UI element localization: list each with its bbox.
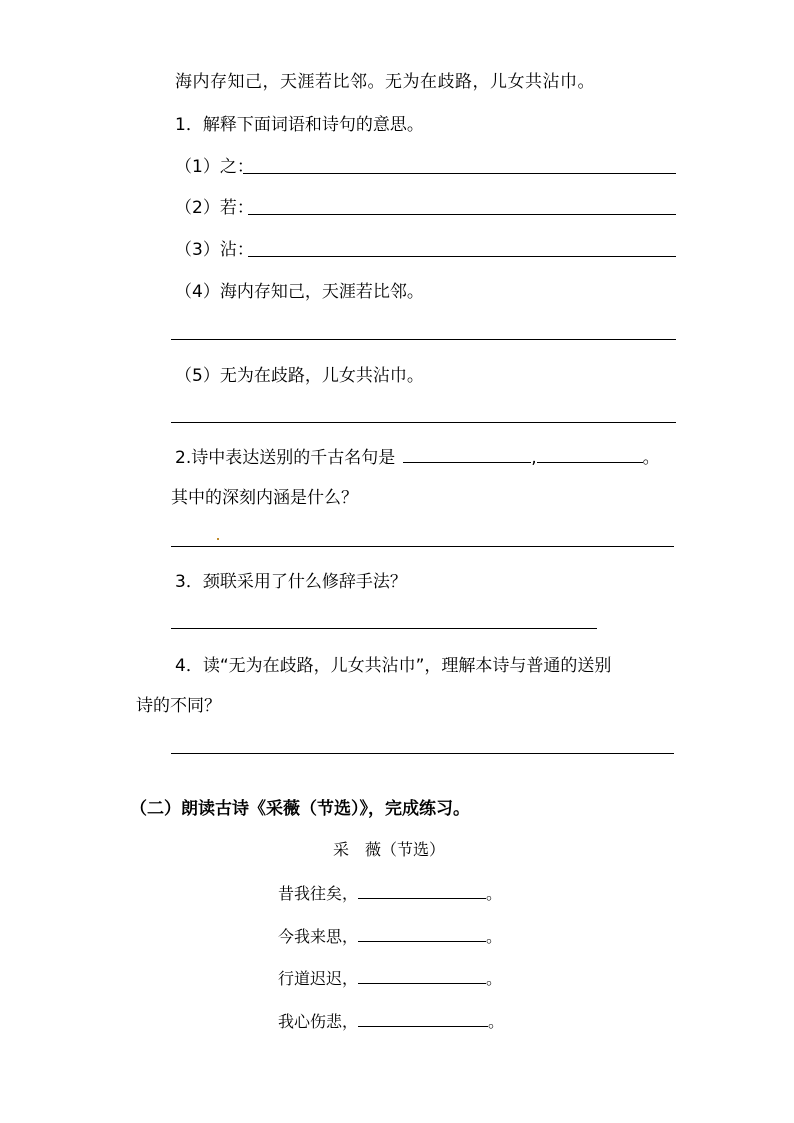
question-1-title: 1．解释下面词语和诗句的意思。 bbox=[175, 115, 424, 135]
q1-item-1-label: （1）之： bbox=[175, 157, 254, 177]
poem-line-1-end: 。 bbox=[486, 884, 503, 903]
q1-item-4-label: （4）海内存知己，天涯若比邻。 bbox=[175, 282, 424, 302]
question-2-text: 2.诗中表达送别的千古名句是 bbox=[175, 448, 396, 468]
q2-blank-1[interactable] bbox=[403, 446, 531, 463]
q1-item-4-answer-line[interactable] bbox=[171, 339, 676, 340]
poem-line-2-end: 。 bbox=[486, 927, 503, 946]
poem-line-4-blank[interactable] bbox=[358, 1010, 488, 1027]
poem-line-3-text: 行道迟迟， bbox=[278, 969, 359, 988]
question-4-line-2: 诗的不同？ bbox=[136, 696, 221, 716]
q1-item-5-label: （5）无为在歧路，儿女共沾巾。 bbox=[175, 366, 424, 386]
question-2-title bbox=[175, 446, 660, 470]
poem-line-4 bbox=[278, 1010, 504, 1034]
poem-line-2 bbox=[278, 925, 502, 949]
q1-item-3-answer-line[interactable] bbox=[248, 256, 676, 257]
q1-item-5-answer-line[interactable] bbox=[171, 422, 676, 423]
q2-answer-line[interactable] bbox=[171, 546, 674, 547]
poem-line-2-text: 今我来思， bbox=[278, 927, 359, 946]
question-3-title: 3．颈联采用了什么修辞手法？ bbox=[175, 572, 407, 592]
question-4-line-1: 4．读“无为在歧路，儿女共沾巾”，理解本诗与普通的送别 bbox=[175, 656, 612, 676]
q1-item-1-answer-line[interactable] bbox=[243, 173, 676, 174]
poem-line-4-text: 我心伤悲， bbox=[278, 1012, 359, 1031]
q4-answer-line[interactable] bbox=[171, 753, 674, 754]
q2-blank-2[interactable] bbox=[537, 446, 643, 463]
poem-line-2-blank[interactable] bbox=[358, 925, 486, 942]
poem-line-3 bbox=[278, 967, 502, 991]
q2-end-mark: 。 bbox=[642, 448, 660, 468]
poem-line-1-text: 昔我往矣， bbox=[278, 884, 359, 903]
stray-dot bbox=[217, 538, 219, 540]
poem-line-1-blank[interactable] bbox=[358, 882, 486, 899]
poem-title: 采 薇（节选） bbox=[333, 840, 446, 859]
poem-line-1 bbox=[278, 882, 502, 906]
q1-item-3-label: （3）沾： bbox=[175, 240, 254, 260]
poem-line-4-end: 。 bbox=[488, 1012, 505, 1031]
q1-item-2-answer-line[interactable] bbox=[248, 214, 676, 215]
q1-item-2-label: （2）若： bbox=[175, 198, 254, 218]
poem-lines: 海内存知己，天涯若比邻。无为在歧路，儿女共沾巾。 bbox=[175, 72, 595, 92]
q2-separator: , bbox=[531, 448, 537, 468]
q3-answer-line[interactable] bbox=[171, 628, 597, 629]
question-2-sub: 其中的深刻内涵是什么？ bbox=[171, 488, 358, 508]
section-2-heading: （二）朗读古诗《采薇（节选）》，完成练习。 bbox=[130, 799, 470, 819]
poem-line-3-end: 。 bbox=[486, 969, 503, 988]
poem-line-3-blank[interactable] bbox=[358, 967, 486, 984]
